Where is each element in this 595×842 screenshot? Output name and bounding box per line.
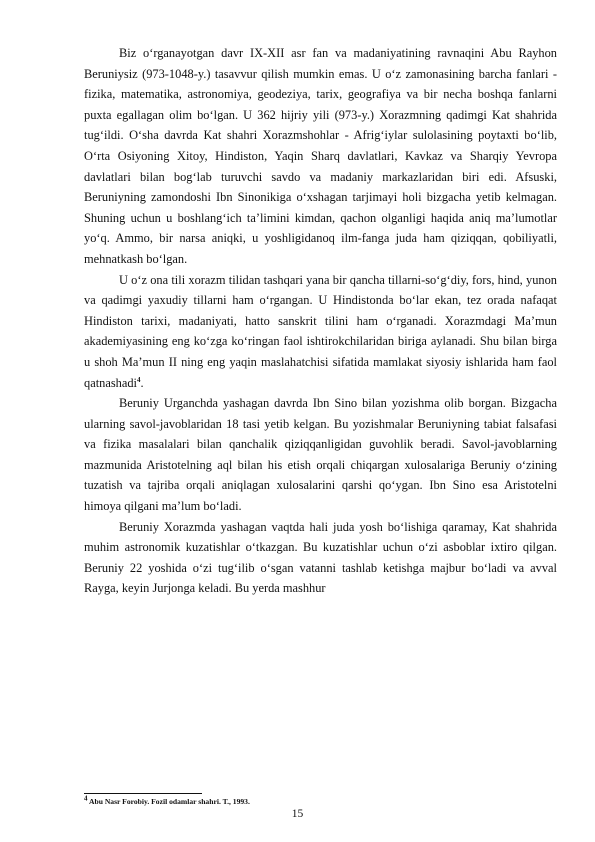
page-body xyxy=(84,43,557,599)
footnote-reference: 4 xyxy=(137,375,141,384)
paragraph-3: Beruniy Urganchda yashagan davrda Ibn Sino bilan yozishma olib borgan. Bizgacha ularning savol-javoblaridan 18 tasi yetib kelgan. Bu yozishmalar Beruniyning tabiat falsafasi va fizika masalalari bilan qanchalik qiziqqanligidan guvohlik beradi. Savol-javoblarning mazmunida Aristotelning aql bilan his etish orqali chiqargan xulosalariga Beruniy o‘zining tuzatish va tajriba orqali aniqlagan xulosalarini qarshi qo‘ygan. Ibn Sino esa Aristotelni himoya qilgani ma’lum bo‘ladi. xyxy=(84,396,557,514)
footnote-text: Abu Nasr Forobiy. Fozil odamlar shahri. T., 1993. xyxy=(88,797,250,806)
page-number: 15 xyxy=(291,808,304,820)
footnote xyxy=(84,796,557,807)
paragraph-2: U o‘z ona tili xorazm tilidan tashqari yana bir qancha tillarni-so‘g‘diy, fors, hind, yunon va qadimgi yaxudiy tillarni ham o‘rgangan. U Hindistonda bo‘lar ekan, tez orada nafaqat Hindiston tarixi, madaniyati, hatto sanskrit tilini ham o‘rganadi. Xorazmdagi Ma’mun akademiyasining eng ko‘zga ko‘ringan faol ishtirokchilaridan biriga aylanadi. Shu bilan birga u shoh Ma’mun II ning eng yaqin maslahatchisi sifatida mamlakat siyosiy ishlarida ham faol qatnashadi$^4$. xyxy=(84,272,557,390)
paragraph-4: Beruniy Xorazmda yashagan vaqtda hali juda yosh bo‘lishiga qaramay, Kat shahrida muhim astronomik kuzatishlar o‘tkazgan. Bu kuzatishlar uchun o‘zi asboblar ixtiro qilgan. Beruniy 22 yoshida o‘zi tug‘ilib o‘sgan vatanni tashlab ketishga majbur bo‘ladi va avval Rayga, keyin Jurjonga keladi. Bu yerda mashhur xyxy=(84,519,557,596)
footnote-separator xyxy=(84,793,202,794)
paragraph-1: Biz o‘rganayotgan davr IX-XII asr fan va madaniyatining ravnaqini Abu Rayhon Beruniysiz (973-1048-y.) tasavvur qilish mumkin emas. U o‘z zamonasining barcha fanlari - fizika, matematika, astronomiya, geodeziya, tarix, geografiya va bir necha boshqa fanlarni puxta egallagan olim bo‘lgan. U 362 hijriy yili (973-y.) Xorazmning qadimgi Kat shahrida tug‘ildi. O‘sha davrda Kat shahri Xorazmshohlar - Afrig‘iylar sulolasining poytaxti bo‘lib, O‘rta Osiyoning Xitoy, Hindiston, Yaqin Sharq davlatlari, Kavkaz va Sharqiy Yevropa davlatlari bilan bog‘lab turuvchi savdo va madaniy markazlaridan biri edi. Afsuski, Beruniyning zamondoshi Ibn Sinonikiga o‘xshagan tarjimayi holi bizgacha yetib kelmagan. Shuning uchun u boshlang‘ich ta’limini kimdan, qachon olganligi haqida aniq ma’lumotlar yo‘q. Ammo, bir narsa aniqki, u yoshligidanoq ilm-fanga juda ham qiziqqan, qobiliyatli, mehnatkash bo‘lgan. xyxy=(84,46,557,266)
footnote-marker: 4 xyxy=(84,794,88,803)
paragraph-2-text: U o‘z ona tili xorazm tilidan tashqari yana bir qancha tillarni-so‘g‘diy, fors, hind, yunon va qadimgi yaxudiy tillarni ham o‘rgangan. U Hindistonda bo‘lar ekan, tez orada nafaqat Hindiston tarixi, madaniyati, hatto sanskrit tilini ham o‘rganadi. Xorazmdagi Ma’mun akademiyasining eng ko‘zga ko‘ringan faol ishtirokchilaridan biriga aylanadi. Shu bilan birga u shoh Ma’mun II ning eng yaqin maslahatchisi sifatida mamlakat siyosiy ishlarida ham faol qatnashadi xyxy=(84,272,557,390)
